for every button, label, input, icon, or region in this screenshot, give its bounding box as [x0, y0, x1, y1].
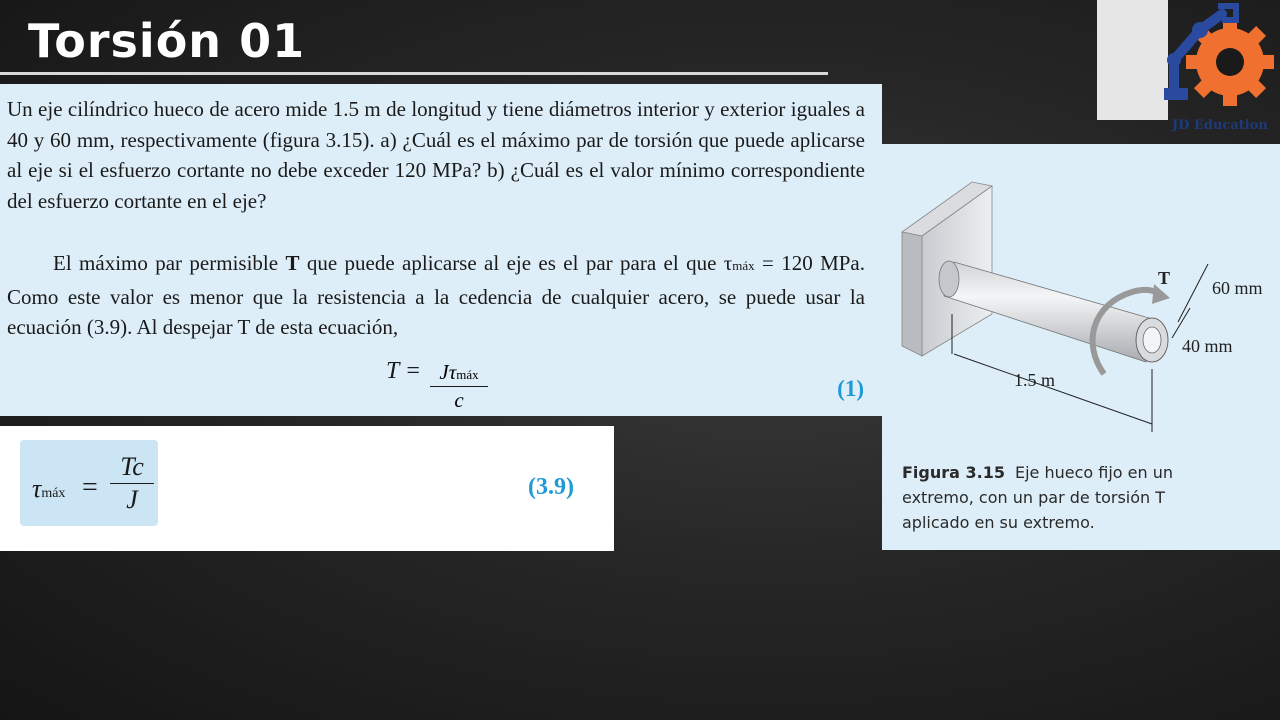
equation-1-numerator-sub: máx [456, 367, 479, 382]
solution-paragraph [7, 248, 865, 343]
fraction-bar [430, 386, 488, 387]
solution-text-a: El máximo par permisible [53, 251, 286, 275]
shaft-base [939, 261, 959, 297]
formula-lhs [32, 474, 65, 504]
figure-caption [902, 460, 1222, 535]
logo-backdrop [1097, 0, 1168, 120]
label-torque: T [1158, 268, 1171, 288]
label-outer-diameter: 60 mm [1212, 278, 1263, 298]
equation-1-fraction [430, 360, 488, 413]
solution-text-c: = 120 MPa. Como este valor es menor que la resistencia a la cedencia de cualquier acero, se puede usar la ecuación (3.9). Al despejar T de esta ecuación, [7, 251, 865, 339]
equation-1-number: (1) [837, 376, 864, 401]
caption-text: Eje hueco fijo en un extremo, con un par de torsión T aplicado en su extremo. [902, 463, 1174, 532]
slide-title: Torsión 01 [28, 14, 306, 68]
fraction-bar [110, 483, 154, 484]
label-inner-diameter: 40 mm [1182, 336, 1233, 356]
equation-1-denominator: c [454, 388, 464, 412]
formula-box [20, 440, 158, 526]
solution-text-b: que puede aplicarse al eje es el par para el que τ [299, 251, 733, 275]
equation-1-numerator: Jτ [439, 360, 457, 384]
caption-label: Figura 3.15 [902, 463, 1005, 482]
problem-text-panel [0, 84, 882, 416]
formula-equals: = [82, 472, 98, 503]
wall-left [902, 232, 922, 356]
problem-statement: Un eje cilíndrico hueco de acero mide 1.5 m de longitud y tiene diámetros interior y exterior iguales a 40 y 60 mm, respectivamente (figura 3.15). a) ¿Cuál es el máximo par de torsión que puede aplicarse al eje si el esfuerzo cortante no debe exceder 120 MPa? b) ¿Cuál es el valor mínimo correspondiente del esfuerzo cortante en el eje? [7, 97, 865, 213]
formula-denominator: J [126, 485, 138, 514]
dim-outer-line [1178, 264, 1208, 322]
hollow-shaft-diagram [882, 164, 1280, 444]
tau-subscript: máx [732, 258, 755, 273]
formula-number: (3.9) [528, 474, 574, 500]
formula-tau: τ [32, 474, 42, 503]
figure-panel [882, 144, 1280, 550]
torque-symbol: T [285, 251, 300, 275]
shaft-end-inner [1143, 327, 1161, 353]
formula-numerator: Tc [120, 452, 144, 481]
formula-fraction [110, 452, 154, 515]
logo-text: JD Education [1172, 118, 1268, 133]
formula-panel [0, 426, 614, 551]
formula-lhs-sub: máx [41, 486, 66, 501]
dim-inner-line [1172, 308, 1190, 338]
label-length: 1.5 m [1014, 370, 1056, 390]
title-divider [0, 72, 828, 75]
equation-1-lhs: T = [386, 358, 422, 384]
